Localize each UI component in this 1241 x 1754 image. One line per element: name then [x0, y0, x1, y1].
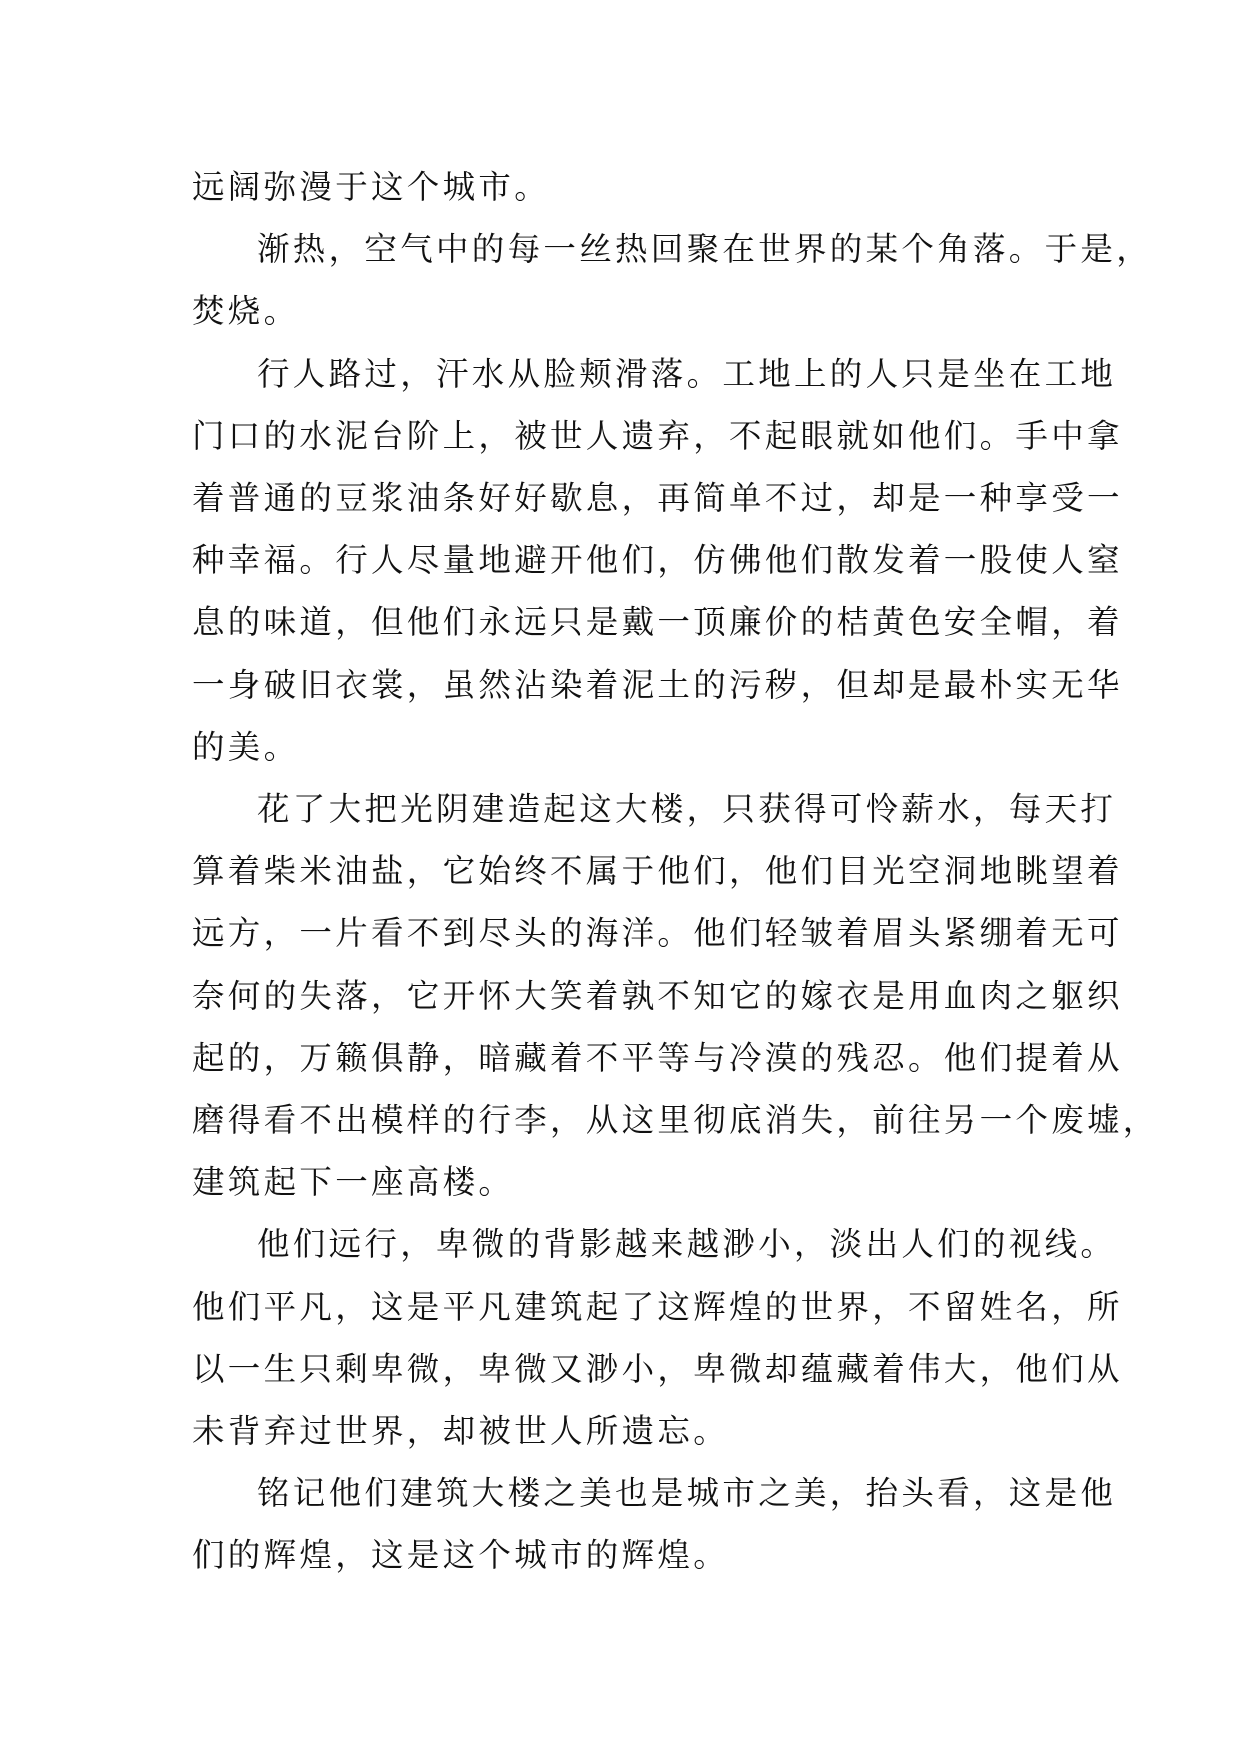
text-line: 种幸福。行人尽量地避开他们，仿佛他们散发着一股使人窒 — [192, 541, 1123, 580]
text-line: 他们平凡，这是平凡建筑起了这辉煌的世界，不留姓名，所 — [192, 1287, 1123, 1326]
text-line: 焚烧。 — [192, 292, 300, 331]
paragraph-1 — [192, 156, 1072, 218]
text-line: 远方，一片看不到尽头的海洋。他们轻皱着眉头紧绷着无可 — [192, 914, 1123, 953]
paragraph-6 — [192, 1462, 1117, 1586]
body-text — [192, 156, 1159, 1587]
text-line: 门口的水泥台阶上，被世人遗弃，不起眼就如他们。手中拿 — [192, 416, 1123, 455]
text-line: 花了大把光阴建造起这大楼，只获得可怜薪水，每天打 — [257, 790, 1117, 829]
text-line: 铭记他们建筑大楼之美也是城市之美，抬头看，这是他 — [257, 1474, 1117, 1513]
text-line: 算着柴米油盐，它始终不属于他们，他们目光空洞地眺望着 — [192, 852, 1123, 891]
text-line: 建筑起下一座高楼。 — [192, 1163, 515, 1202]
text-line: 的美。 — [192, 727, 300, 766]
text-line: 着普通的豆浆油条好好歇息，再简单不过，却是一种享受一 — [192, 479, 1123, 518]
text-line: 以一生只剩卑微，卑微又渺小，卑微却蕴藏着伟大，他们从 — [192, 1349, 1123, 1388]
paragraph-3 — [192, 343, 1123, 778]
text-line: 磨得看不出模样的行李，从这里彻底消失，前往另一个废墟， — [192, 1101, 1159, 1140]
text-line: 息的味道，但他们永远只是戴一顶廉价的桔黄色安全帽，着 — [192, 603, 1123, 642]
text-line: 渐热，空气中的每一丝热回聚在世界的某个角落。于是， — [257, 230, 1153, 269]
text-line: 一身破旧衣裳，虽然沾染着泥土的污秽，但却是最朴实无华 — [192, 665, 1123, 704]
text-line: 他们远行，卑微的背影越来越渺小，淡出人们的视线。 — [257, 1225, 1117, 1264]
text-line: 起的，万籁俱静，暗藏着不平等与冷漠的残忍。他们提着从 — [192, 1038, 1123, 1077]
text-line: 奈何的失落，它开怀大笑着孰不知它的嫁衣是用血肉之躯织 — [192, 976, 1123, 1015]
text-line: 未背弃过世界，却被世人所遗忘。 — [192, 1412, 730, 1451]
text-line: 远阔弥漫于这个城市。 — [192, 168, 551, 206]
paragraph-4 — [192, 778, 1159, 1213]
paragraph-5 — [192, 1213, 1123, 1462]
text-line: 们的辉煌，这是这个城市的辉煌。 — [192, 1536, 730, 1575]
paragraph-2 — [192, 218, 1153, 342]
text-line: 行人路过，汗水从脸颊滑落。工地上的人只是坐在工地 — [257, 354, 1117, 393]
